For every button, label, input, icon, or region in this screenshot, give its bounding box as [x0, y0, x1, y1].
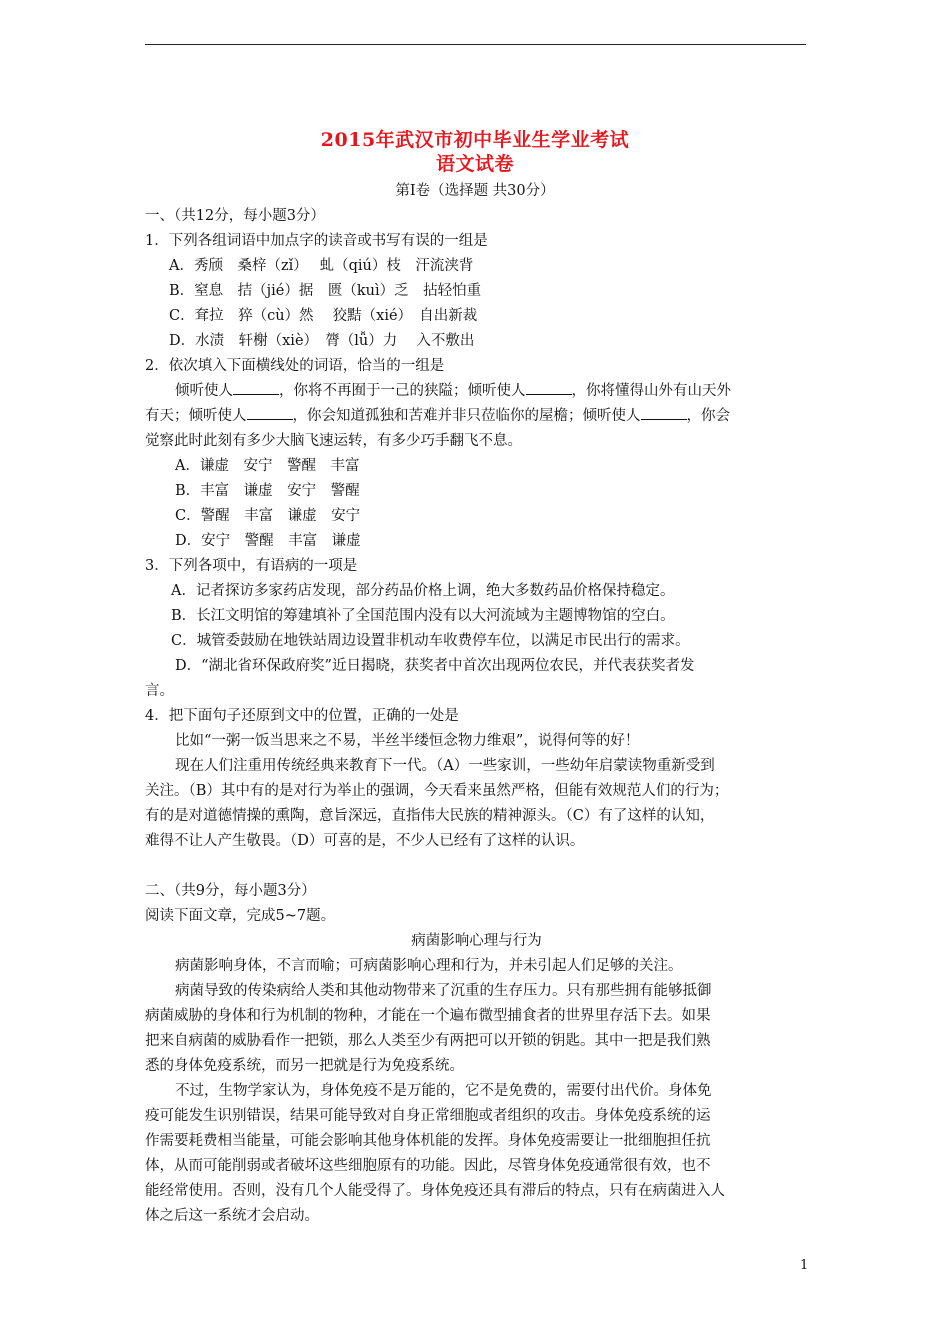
q2-option-c: C．警醒 丰富 谦虚 安宁	[175, 508, 361, 524]
article-para3-line4: 体，从而可能削弱或者破坏这些细胞原有的功能。因此，尽管身体免疫通常很有效，也不	[145, 1158, 711, 1174]
article-para3-line5: 能经常使用。否则，没有几个人能受得了。身体免疫还具有滞后的特点，只有在病菌进入人	[145, 1183, 725, 1199]
q2-passage-line2	[145, 404, 808, 429]
q1-option-b: B．窒息 拮（jié）据 匮（kuì）乏 拈轻怕重	[169, 283, 482, 299]
article-title: 病菌影响心理与行为	[411, 933, 542, 949]
q2-text: ，你将不再囿于一己的狭隘；倾听使人	[279, 383, 526, 399]
section1-heading: 一、（共12分，每小题3分）	[145, 208, 325, 224]
exam-title: 2015年武汉市初中毕业生学业考试	[320, 129, 630, 151]
q3-stem: 3．下列各项中，有语病的一项是	[145, 558, 358, 574]
paper-part-subtitle: 第Ⅰ卷（选择题 共30分）	[395, 183, 555, 199]
fill-blank	[641, 405, 687, 420]
header-rule	[145, 44, 806, 45]
q3-option-d: D．“湖北省环保政府奖”近日揭晓，获奖者中首次出现两位农民，并代表获奖者发	[175, 658, 695, 674]
q3-option-c: C．城管委鼓励在地铁站周边设置非机动车收费停车位，以满足市民出行的需求。	[171, 633, 690, 649]
q2-option-a: A．谦虚 安宁 警醒 丰富	[175, 458, 360, 474]
q2-option-b: B．丰富 谦虚 安宁 警醒	[175, 483, 360, 499]
q4-quote: 比如“一粥一饭当思来之不易，半丝半缕恒念物力维艰”，说得何等的好！	[175, 733, 640, 749]
page-number: 1	[800, 1258, 809, 1273]
q4-passage-line4: 难得不让人产生敬畏。（D）可喜的是，不少人已经有了这样的认识。	[145, 833, 585, 849]
article-para2-line4: 悉的身体免疫系统，而另一把就是行为免疫系统。	[145, 1058, 464, 1074]
q4-stem: 4．把下面句子还原到文中的位置，正确的一处是	[145, 708, 459, 724]
fill-blank	[247, 405, 293, 420]
q1-option-d: D．水渍 轩榭（xiè） 膂（lǚ）力 入不敷出	[169, 333, 475, 349]
article-para3-line3: 作需要耗费相当能量，可能会影响其他身体机能的发挥。身体免疫需要让一批细胞担任抗	[145, 1133, 711, 1149]
q2-text: ，你会知道孤独和苦难并非只莅临你的屋檐；倾听使人	[292, 408, 641, 424]
q2-text: ，你将懂得山外有山天外	[571, 383, 731, 399]
q2-text: ，你会	[686, 408, 730, 424]
q2-passage-line1	[145, 379, 808, 404]
exam-content	[145, 204, 808, 1229]
q2-text: 有天；倾听使人	[145, 408, 247, 424]
q1-option-c: C．耷拉 猝（cù）然 狡黠（xié） 自出新裁	[169, 308, 478, 324]
article-para2-line1: 病菌导致的传染病给人类和其他动物带来了沉重的生存压力。只有那些拥有能够抵御	[175, 983, 712, 999]
article-para3-line1: 不过，生物学家认为，身体免疫不是万能的，它不是免费的，需要付出代价。身体免	[175, 1083, 712, 1099]
q4-passage-line3: 有的是对道德情操的熏陶，意旨深远，直指伟大民族的精神源头。（C）有了这样的认知，	[145, 808, 715, 824]
article-para1-line1: 病菌影响身体，不言而喻；可病菌影响心理和行为，并未引起人们足够的关注。	[175, 958, 683, 974]
q1-stem: 1．下列各组词语中加点字的读音或书写有误的一组是	[145, 233, 488, 249]
exam-subject-title: 语文试卷	[435, 153, 514, 175]
section-gap	[145, 854, 808, 879]
article-para2-line2: 病菌威胁的身体和行为机制的物种，才能在一个遍布微型捕食者的世界里存活下去。如果	[145, 1008, 711, 1024]
section2-heading: 二、（共9分，每小题3分）	[145, 883, 316, 899]
q2-text: 倾听使人	[175, 383, 233, 399]
article-para3-line6: 体之后这一系统才会启动。	[145, 1208, 319, 1224]
fill-blank	[526, 380, 572, 395]
reading-instruction: 阅读下面文章，完成5~7题。	[145, 908, 336, 924]
fill-blank	[233, 380, 279, 395]
q2-stem: 2．依次填入下面横线处的词语，恰当的一组是	[145, 358, 445, 374]
q2-option-d: D．安宁 警醒 丰富 谦虚	[175, 533, 361, 549]
article-para3-line2: 疫可能发生识别错误，结果可能导致对自身正常细胞或者组织的攻击。身体免疫系统的运	[145, 1108, 711, 1124]
q4-passage-line1: 现在人们注重用传统经典来教育下一代。（A）一些家训，一些幼年启蒙读物重新受到	[175, 758, 715, 774]
q2-passage-line3: 觉察此时此刻有多少大脑飞速运转，有多少巧手翻飞不息。	[145, 433, 522, 449]
q3-option-d-cont: 言。	[145, 683, 174, 699]
q4-passage-line2: 关注。（B）其中有的是对行为举止的强调，今天看来虽然严格，但能有效规范人们的行为；	[145, 783, 729, 799]
q1-option-a: A．秀颀 桑梓（zǐ） 虬（qiú）枝 汗流浃背	[169, 258, 474, 274]
article-para2-line3: 把来自病菌的威胁看作一把锁，那么人类至少有两把可以开锁的钥匙。其中一把是我们熟	[145, 1033, 711, 1049]
q3-option-b: B．长江文明馆的筹建填补了全国范围内没有以大河流域为主题博物馆的空白。	[171, 608, 675, 624]
q3-option-a: A．记者探访多家药店发现，部分药品价格上调，绝大多数药品价格保持稳定。	[171, 583, 675, 599]
